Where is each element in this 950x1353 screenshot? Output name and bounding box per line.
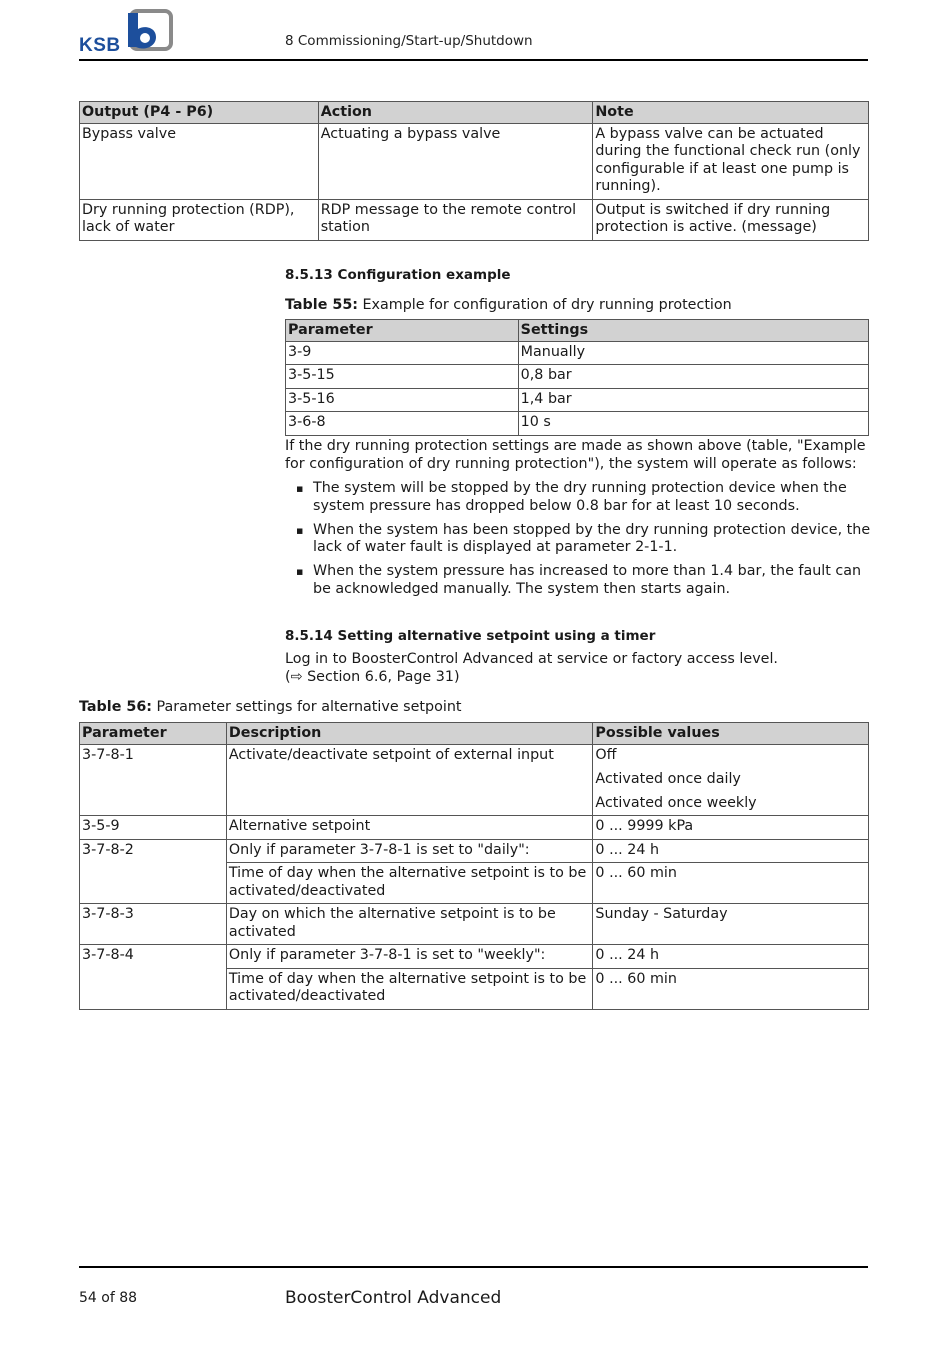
table-cell: 3-6-8 (286, 412, 519, 436)
bullet-icon: ▪ (296, 565, 304, 578)
section-heading-8-5-14: 8.5.14 Setting alternative setpoint using a timer (285, 628, 656, 644)
list-item (285, 522, 875, 557)
table-cell: 3-9 (286, 341, 519, 365)
table-cell: Dry running protection (RDP), lack of water (80, 199, 319, 240)
logo-text: KSB (79, 35, 121, 56)
list-item (285, 480, 875, 515)
bullet-icon: ▪ (296, 482, 304, 495)
list-item-text: When the system has been stopped by the dry running protection device, the lack of water fault is displayed at parameter 2-1-1. (313, 521, 871, 555)
table-cell: Only if parameter 3-7-8-1 is set to "daily": (226, 839, 593, 863)
caption-label: Table 55: (285, 297, 358, 313)
table-cell: 0 ... 24 h (593, 839, 869, 863)
table-cell: Activate/deactivate setpoint of external input (226, 744, 593, 816)
value-option: Off (595, 746, 617, 763)
column-header: Settings (518, 320, 868, 342)
login-paragraph (285, 651, 875, 686)
table-row (286, 365, 869, 389)
table-row (80, 945, 869, 969)
table-row (80, 904, 869, 945)
product-name: BoosterControl Advanced (285, 1288, 502, 1308)
table-cell: 3-7-8-4 (80, 945, 227, 1010)
column-header: Parameter (286, 320, 519, 342)
table-cell: Bypass valve (80, 123, 319, 199)
column-header: Parameter (80, 723, 227, 745)
section-heading-8-5-13: 8.5.13 Configuration example (285, 267, 511, 283)
behavior-bullet-list (285, 480, 875, 605)
section-cross-reference[interactable]: (⇨ Section 6.6, Page 31) (285, 668, 460, 685)
table-row (80, 744, 869, 816)
table-cell: 0 ... 24 h (593, 945, 869, 969)
table-cell: 1,4 bar (518, 388, 868, 412)
table-cell: Time of day when the alternative setpoint is to be activated/deactivated (226, 968, 593, 1009)
table-cell: 3-5-15 (286, 365, 519, 389)
table-cell: Day on which the alternative setpoint is to be activated (226, 904, 593, 945)
table-cell: 3-7-8-3 (80, 904, 227, 945)
table-cell: A bypass valve can be actuated during the functional check run (only configurable if at least one pump is running). (593, 123, 869, 199)
table-cell: Output is switched if dry running protection is active. (message) (593, 199, 869, 240)
table-cell: 10 s (518, 412, 868, 436)
ksb-logo (79, 9, 175, 56)
table-cell: Alternative setpoint (226, 816, 593, 840)
table-cell: 0 ... 9999 kPa (593, 816, 869, 840)
table-header-row (286, 320, 869, 342)
login-instruction: Log in to BoosterControl Advanced at service or factory access level. (285, 651, 778, 667)
dry-running-config-table (285, 319, 869, 436)
column-header: Output (P4 - P6) (80, 102, 319, 124)
config-explanation-paragraph: If the dry running protection settings are made as shown above (table, "Example for configuration of dry running protection"), the system will operate as follows: (285, 438, 866, 472)
table-cell (593, 744, 869, 816)
table-cell: 3-5-16 (286, 388, 519, 412)
table-cell: 3-7-8-2 (80, 839, 227, 904)
table-56-caption (79, 699, 462, 715)
table-row (80, 199, 869, 240)
table-cell: Actuating a bypass valve (318, 123, 593, 199)
table-header-row (80, 723, 869, 745)
table-cell: 3-7-8-1 (80, 744, 227, 816)
alternative-setpoint-table (79, 722, 869, 1010)
column-header: Possible values (593, 723, 869, 745)
table-cell: 0 ... 60 min (593, 968, 869, 1009)
caption-label: Table 56: (79, 699, 152, 715)
header-rule (79, 59, 868, 61)
column-header: Action (318, 102, 593, 124)
column-header: Description (226, 723, 593, 745)
table-cell: Sunday - Saturday (593, 904, 869, 945)
table-cell: Manually (518, 341, 868, 365)
value-option: Activated once weekly (595, 794, 757, 811)
ksb-logo-mark-icon (128, 9, 174, 53)
list-item-text: The system will be stopped by the dry running protection device when the system pressure has dropped below 0.8 bar for at least 10 seconds. (313, 480, 847, 514)
column-header: Note (593, 102, 869, 124)
table-cell: 0,8 bar (518, 365, 868, 389)
table-row (80, 816, 869, 840)
table-cell: Only if parameter 3-7-8-1 is set to "weekly": (226, 945, 593, 969)
bullet-icon: ▪ (296, 523, 304, 537)
table-cell: 0 ... 60 min (593, 863, 869, 904)
table-row (80, 123, 869, 199)
footer-rule (79, 1266, 868, 1268)
table-row (286, 341, 869, 365)
table-header-row (80, 102, 869, 124)
table-cell: RDP message to the remote control station (318, 199, 593, 240)
table-cell: 3-5-9 (80, 816, 227, 840)
chapter-title: 8 Commissioning/Start-up/Shutdown (285, 33, 533, 49)
list-item-text: When the system pressure has increased to more than 1.4 bar, the fault can be acknowledged manually. The system then starts again. (313, 563, 862, 597)
table-row (80, 839, 869, 863)
list-item (285, 563, 875, 598)
table-row (286, 388, 869, 412)
page-number: 54 of 88 (79, 1290, 138, 1306)
value-option: Activated once daily (595, 770, 741, 787)
table-row (286, 412, 869, 436)
caption-text: Example for configuration of dry running protection (357, 297, 732, 313)
table-55-caption (285, 297, 732, 313)
caption-text: Parameter settings for alternative setpoint (151, 699, 462, 715)
outputs-table (79, 101, 869, 241)
table-cell: Time of day when the alternative setpoint is to be activated/deactivated (226, 863, 593, 904)
